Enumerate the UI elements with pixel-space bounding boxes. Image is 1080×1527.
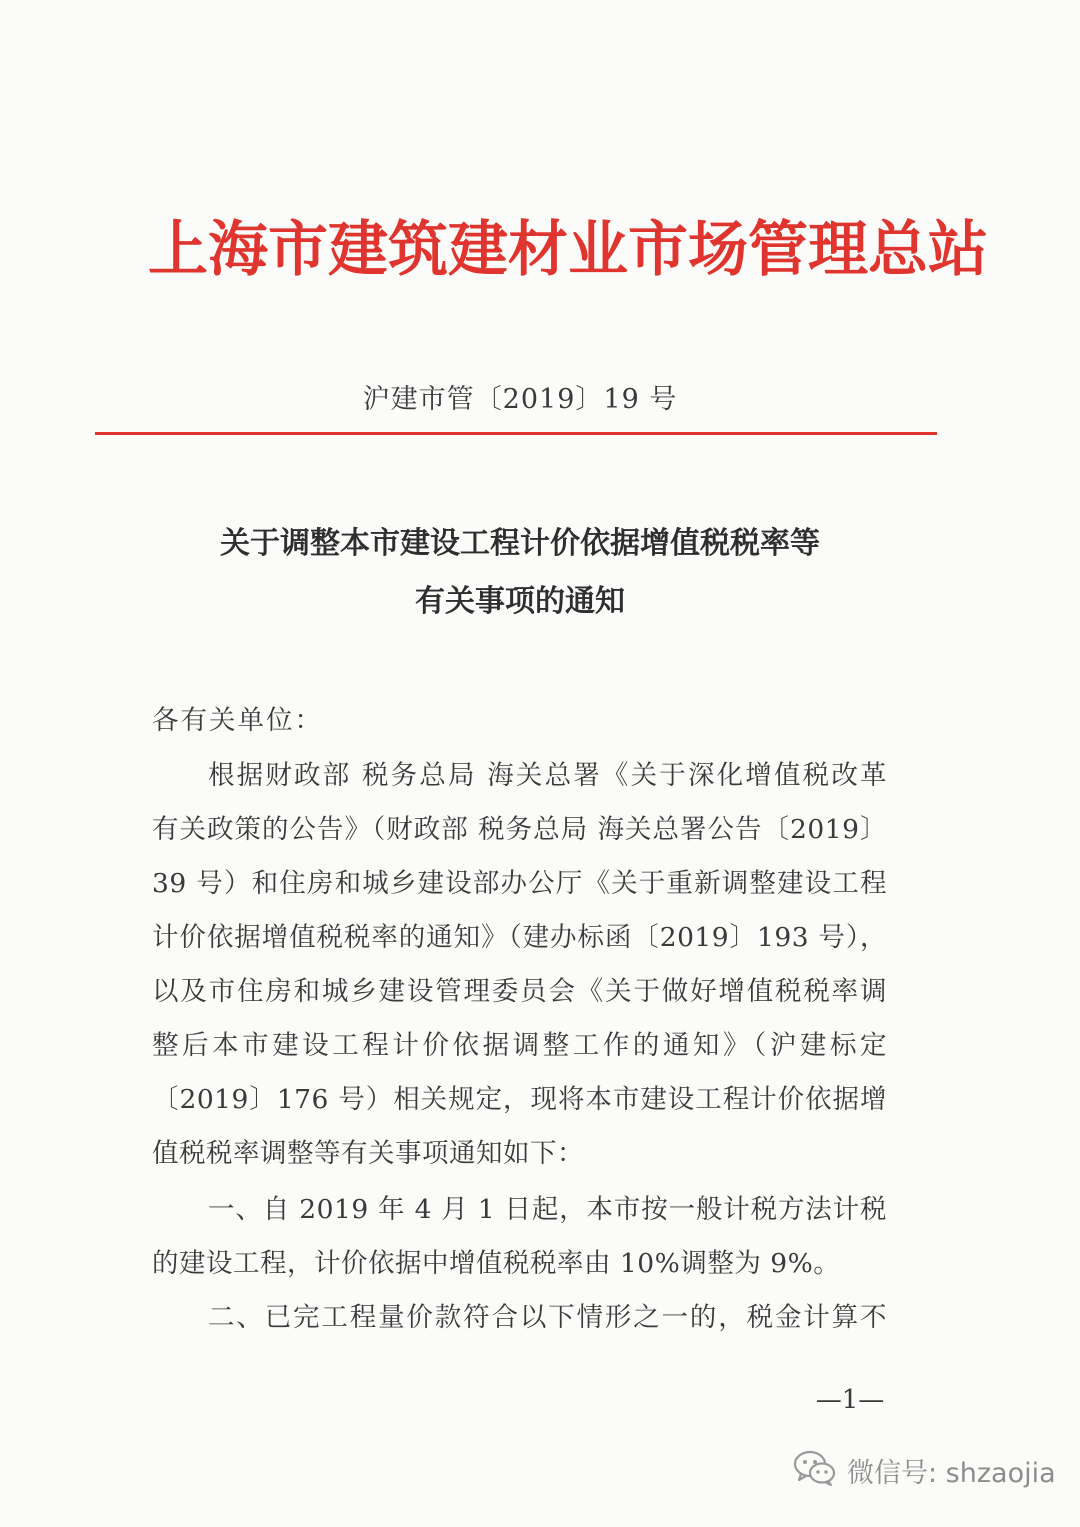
body-line: 一、自 2019 年 4 月 1 日起，本市按一般计税方法计税	[208, 1194, 887, 1225]
body-line: 根据财政部 税务总局 海关总署《关于深化增值税改革	[208, 760, 887, 791]
body-line: 值税税率调整等有关事项通知如下：	[152, 1138, 584, 1169]
watermark	[793, 1448, 1056, 1492]
watermark-text: 微信号: shzaojia	[847, 1457, 1056, 1489]
body-line: 以及市住房和城乡建设管理委员会《关于做好增值税税率调	[152, 976, 887, 1007]
body-line: 整后本市建设工程计价依据调整工作的通知》（沪建标定	[152, 1030, 887, 1061]
body-line: 二、已完工程量价款符合以下情形之一的，税金计算不	[208, 1302, 887, 1333]
body-line: 的建设工程，计价依据中增值税税率由 10%调整为 9%。	[152, 1248, 841, 1279]
page-number: —1—	[815, 1385, 885, 1415]
red-divider	[95, 432, 937, 435]
body-line: 有关政策的公告》（财政部 税务总局 海关总署公告〔2019〕	[152, 814, 887, 845]
salutation: 各有关单位：	[152, 705, 323, 736]
document-number: 沪建市管〔2019〕19 号	[362, 384, 678, 415]
body-line: 39 号）和住房和城乡建设部办公厅《关于重新调整建设工程	[152, 868, 887, 899]
organization-title: 上海市建筑建材业市场管理总站	[148, 215, 988, 285]
body-line: 〔2019〕176 号）相关规定，现将本市建设工程计价依据增	[152, 1084, 887, 1115]
notice-title-line-1: 关于调整本市建设工程计价依据增值税税率等	[220, 526, 820, 561]
body-line: 计价依据增值税税率的通知》（建办标函〔2019〕193 号），	[152, 922, 887, 953]
wechat-icon	[793, 1449, 837, 1492]
notice-title-line-2: 有关事项的通知	[415, 584, 625, 619]
